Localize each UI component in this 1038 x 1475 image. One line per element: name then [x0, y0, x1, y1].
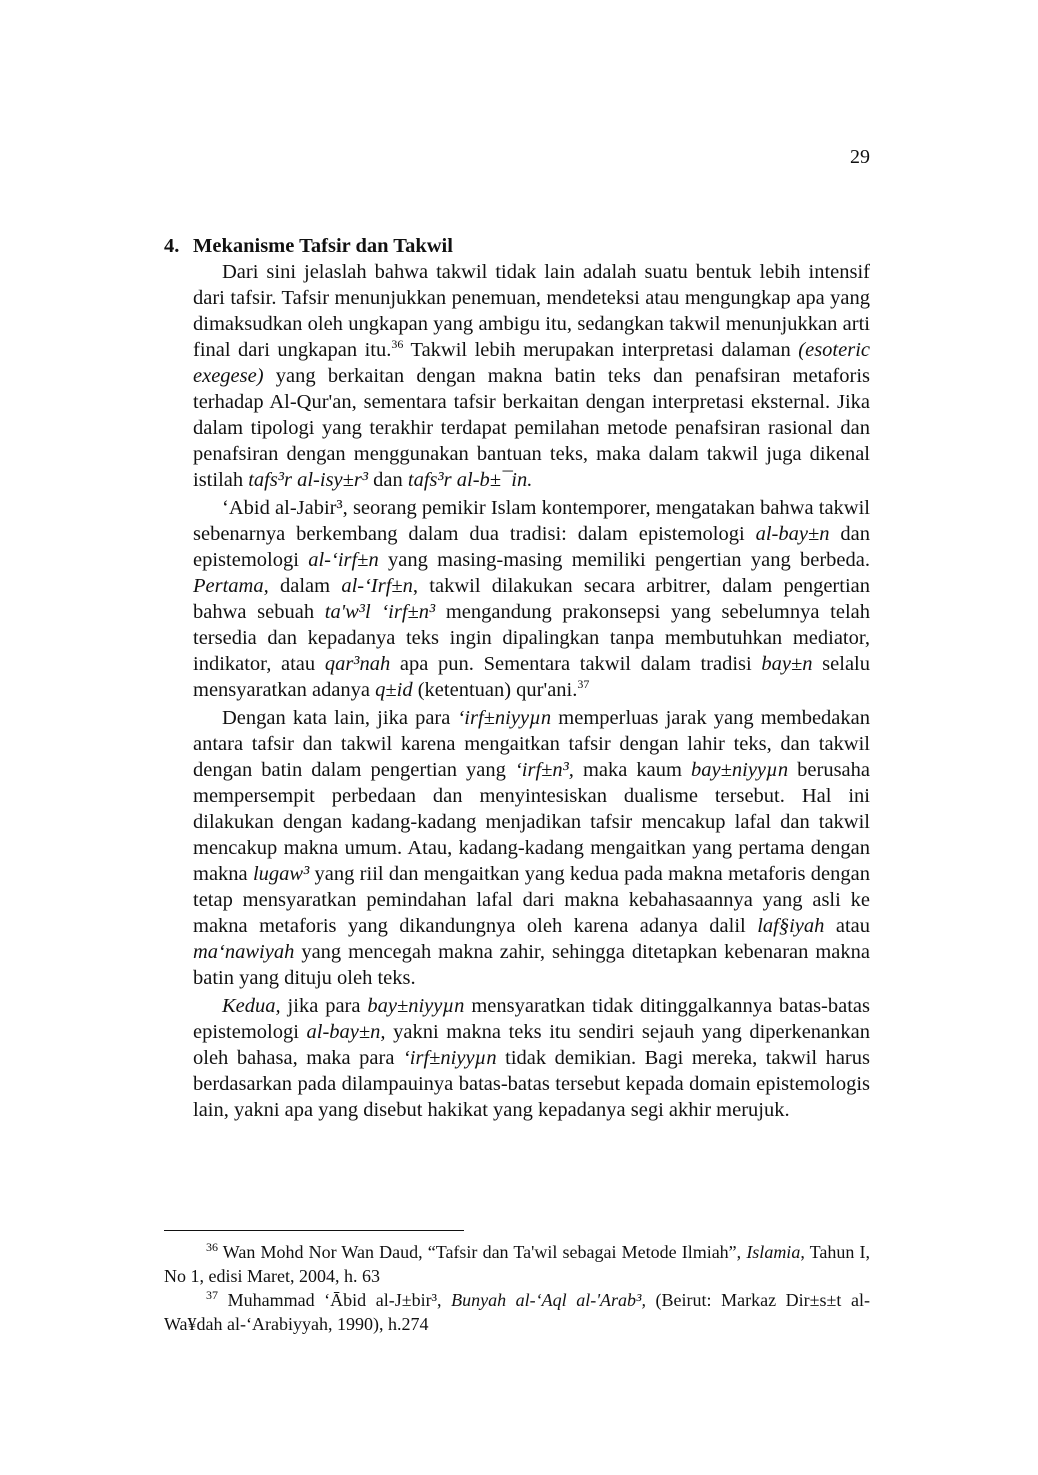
footnote-divider: [164, 1230, 464, 1231]
paragraph-3: Dengan kata lain, jika para ‘irf±niyyµn memperluas jarak yang membedakan antara tafsir dan takwil karena mengaitkan tafsir dengan lahir teks, dan takwil dengan batin dalam pengertian yang ‘irf±n³, maka kaum bay±niyyµn berusaha mempersempit perbedaan dan menyintesiskan dualisme tersebut. Hal ini dilakukan dengan kadang-kadang menjadikan tafsir mencakup lafal dan takwil mencakup makna umum. Atau, kadang-kadang mengaitkan yang pertama dengan makna lugaw³ yang riil dan mengaitkan yang kedua pada makna metaforis dengan tetap mensyaratkan pemindahan lafal dari makna kebahasaannya yang asli ke makna metaforis yang dikandungnya oleh karena adanya dalil laf§iyah atau ma‘nawiyah yang mencegah makna zahir, sehingga ditetapkan kebenaran makna batin yang dituju oleh teks.: [193, 707, 871, 989]
section-number: 4.: [164, 235, 180, 257]
footnotes: [164, 1240, 870, 1336]
paragraph-1: Dari sini jelaslah bahwa takwil tidak lain adalah suatu bentuk lebih intensif dari tafsir. Tafsir menunjukkan penemuan, mendeteksi atau mengungkap apa yang dimaksudkan oleh ungkapan yang ambigu itu, sedangkan takwil menunjukkan arti final dari ungkapan itu.$^{36}$ Takwil lebih merupakan interpretasi dalaman (esoteric exegese) yang berkaitan dengan makna batin teks dan penafsiran metaforis terhadap Al-Qur'an, sementara tafsir berkaitan dengan interpretasi eksternal. Jika dalam tipologi yang terakhir terdapat pemilahan metode penafsiran rasional dan penafsiran dengan menggunakan bantuan teks, maka dalam takwil juga dikenal istilah tafs³r al-isy±r³ dan tafs³r al-b±¯in.: [193, 261, 870, 491]
page-body: [164, 233, 870, 1123]
footnote-number: 37: [206, 1288, 218, 1302]
paragraph-2: ‘Abid al-Jabir³, seorang pemikir Islam kontemporer, mengatakan bahwa takwil sebenarnya berkembang dalam dua tradisi: dalam epistemologi al-bay±n dan epistemologi al-‘irf±n yang masing-masing memiliki pengertian yang berbeda. Pertama, dalam al-‘Irf±n, takwil dilakukan secara arbitrer, dalam pengertian bahwa sebuah ta'w³l ‘irf±n³ mengandung prakonsepsi yang sebelumnya telah tersedia dan kepadanya teks ingin dipalingkan tanpa membutuhkan mediator, indikator, atau qar³nah apa pun. Sementara takwil dalam tradisi bay±n selalu mensyaratkan adanya q±id (ketentuan) qur'ani.$^{37}$: [193, 497, 871, 701]
footnote-number: 36: [206, 1240, 218, 1254]
page-number: 29: [850, 146, 870, 168]
footnote-ref-37[interactable]: 37: [577, 677, 590, 692]
section-title: Mekanisme Tafsir dan Takwil: [193, 235, 453, 257]
footnote-37: $^{37}$ Muhammad ‘Ābid al-J±bir³, Bunyah al-‘Aql al-'Arab³, (Beirut: Markaz Dir±s±t al-Wa¥dah al-‘Arabiyyah, 1990), h.274: [164, 1288, 870, 1334]
paragraph-4: Kedua, jika para bay±niyyµn mensyaratkan tidak ditinggalkannya batas-batas epistemologi al-bay±n, yakni makna teks itu sendiri sejauh yang diperkenankan oleh bahasa, maka para ‘irf±niyyµn tidak demikian. Bagi mereka, takwil harus berdasarkan pada dilampauinya batas-batas tersebut kepada domain epistemologis lain, yakni apa yang disebut hakikat yang kepadanya segi akhir merujuk.: [193, 995, 871, 1121]
footnote-36: $^{36}$ Wan Mohd Nor Wan Daud, “Tafsir dan Ta'wil sebagai Metode Ilmiah”, Islamia, Tahun I, No 1, edisi Maret, 2004, h. 63: [164, 1240, 870, 1286]
section-heading: [164, 233, 870, 259]
footnote-ref-36[interactable]: 36: [391, 337, 404, 352]
